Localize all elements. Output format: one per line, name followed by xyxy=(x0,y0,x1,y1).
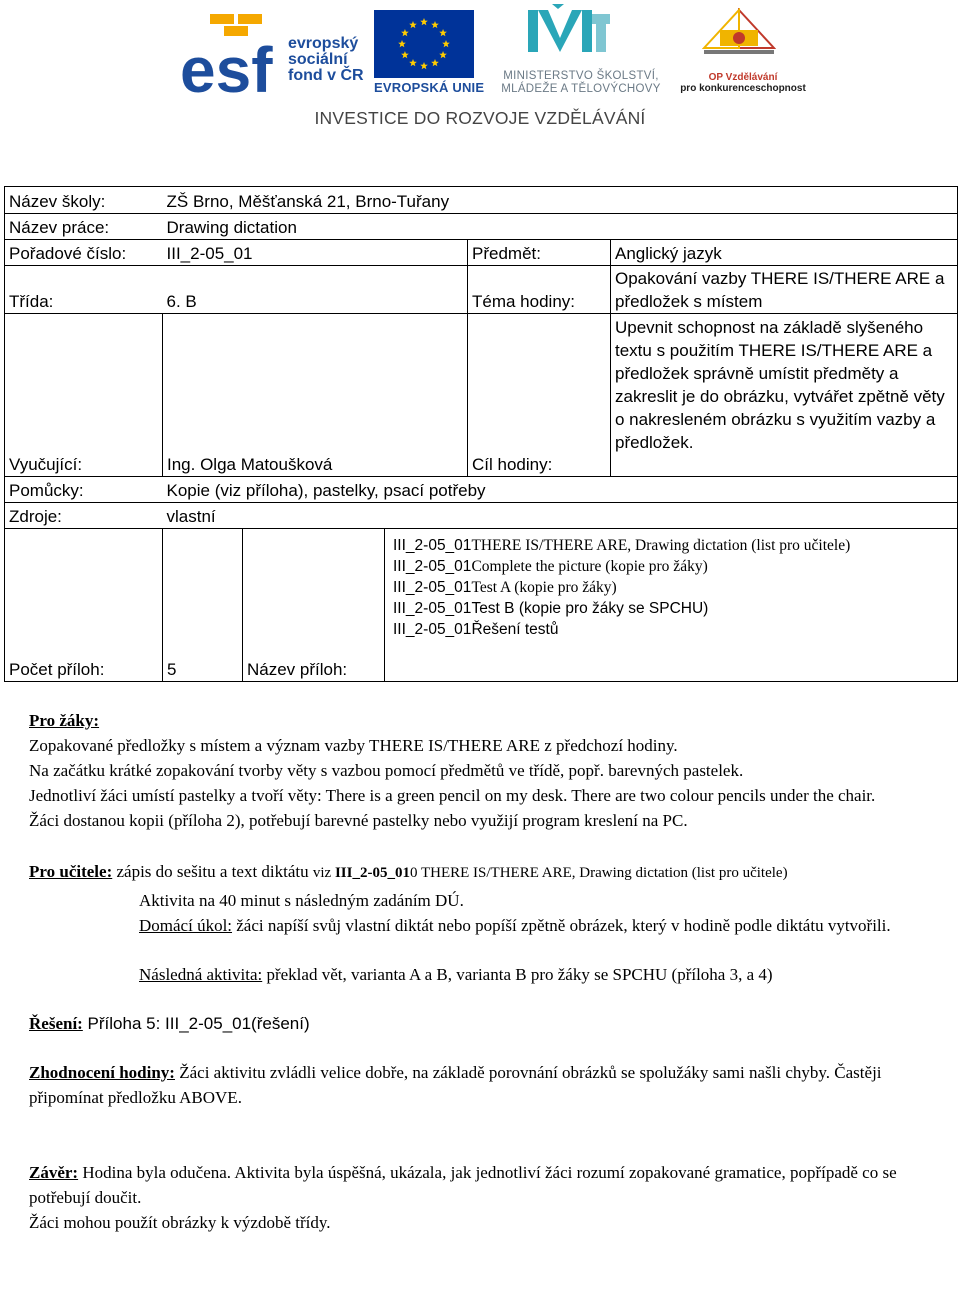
conclusion-paragraph: Závěr: Hodina byla odučena. Aktivita byla úspěšná, ukázala, jak jednotliví žáci rozumí zopakované gramatice, popřípadě co se potřebují doučit. xyxy=(29,1163,897,1207)
solution-paragraph: Řešení: Příloha 5: III_2-05_01(řešení) xyxy=(29,1014,310,1033)
op-caption: OP Vzdělávání pro konkurenceschopnost xyxy=(680,72,806,94)
solution-heading: Řešení: xyxy=(29,1014,83,1033)
teachers-heading: Pro učitele: xyxy=(29,862,113,881)
eu-caption: EVROPSKÁ UNIE xyxy=(374,80,485,95)
subject-label: Předmět: xyxy=(468,240,611,266)
students-line-2: Na začátku krátké zopakování tvorby věty s vazbou pomocí předmětů ve třídě, popř. barevných pastelek. xyxy=(29,761,744,780)
row-sources xyxy=(5,503,958,529)
row-attachments xyxy=(5,529,958,682)
row-work xyxy=(5,214,958,240)
names-label: Název příloh: xyxy=(243,529,385,682)
topic-value: Opakování vazby THERE IS/THERE ARE a předložek s místem xyxy=(611,266,958,314)
work-value: Drawing dictation xyxy=(163,214,958,240)
students-line-1: Zopakované předložky s místem a význam vazby THERE IS/THERE ARE z předchozí hodiny. xyxy=(29,736,678,755)
teachers-paragraph: Pro učitele: zápis do sešitu a text diktátu viz III_2-05_010 THERE IS/THERE ARE, Drawing dictation (list pro učitele) xyxy=(29,862,788,881)
subject-value: Anglický jazyk xyxy=(611,240,958,266)
sources-label: Zdroje: xyxy=(5,503,163,529)
esf-caption: evropský sociální fond v ČR xyxy=(288,35,364,84)
list-item: III_2-05_01Complete the picture (kopie pro žáky) xyxy=(393,558,708,575)
topic-label: Téma hodiny: xyxy=(468,266,611,314)
next-activity-paragraph: Následná aktivita: překlad vět, varianta A a B, varianta B pro žáky se SPCHU (příloha 3, a 4) xyxy=(139,965,773,984)
homework-heading: Domácí úkol: xyxy=(139,916,233,935)
lesson-info-table xyxy=(4,186,958,682)
aids-value: Kopie (viz příloha), pastelky, psací potřeby xyxy=(163,477,958,503)
order-label: Pořadové číslo: xyxy=(5,240,163,266)
aids-label: Pomůcky: xyxy=(5,477,163,503)
conclusion-heading: Závěr: xyxy=(29,1163,79,1182)
investice-caption: INVESTICE DO ROZVOJE VZDĚLÁVÁNÍ xyxy=(314,108,646,128)
sources-value: vlastní xyxy=(163,503,958,529)
list-item: III_2-05_01Test B (kopie pro žáky se SPCHU) xyxy=(393,600,709,617)
work-label: Název práce: xyxy=(5,214,163,240)
row-aids xyxy=(5,477,958,503)
list-item: III_2-05_01Řešení testů xyxy=(393,621,559,638)
evaluation-paragraph: Zhodnocení hodiny: Žáci aktivitu zvládli velice dobře, na základě porovnání obrázků se spolužáky sami našli chyby. Častěji připomínat předložku ABOVE. xyxy=(29,1063,882,1107)
class-value: 6. B xyxy=(163,266,468,314)
op-logo-icon xyxy=(702,8,776,72)
next-activity-heading: Následná aktivita: xyxy=(139,965,263,984)
count-label: Počet příloh: xyxy=(5,529,163,682)
conclusion-last-line: Žáci mohou použít obrázky k výzdobě třídy. xyxy=(29,1213,331,1232)
list-item: III_2-05_01THERE IS/THERE ARE, Drawing dictation (list pro učitele) xyxy=(393,537,851,554)
list-item: III_2-05_01Test A (kopie pro žáky) xyxy=(393,579,617,596)
homework-paragraph: Domácí úkol: žáci napíší svůj vlastní diktát nebo popíší zpětně obrázek, který v hodině podle diktátu vytvořili. xyxy=(139,916,891,935)
activity-line: Aktivita na 40 minut s následným zadáním DÚ. xyxy=(139,891,464,910)
msmt-caption: MINISTERSTVO ŠKOLSTVÍ, MLÁDEŽE A TĚLOVÝCHOVY xyxy=(501,70,661,95)
msmt-logo-icon xyxy=(526,4,612,66)
eu-flag-icon xyxy=(374,10,474,78)
order-value: III_2-05_01 xyxy=(163,240,468,266)
row-teacher xyxy=(5,314,958,477)
attachments-list xyxy=(385,529,958,682)
count-value: 5 xyxy=(163,529,243,682)
goal-value: Upevnit schopnost na základě slyšeného textu s použitím THERE IS/THERE ARE a předložek správně umístit předměty a zakreslit je do obrázku, vytvářet zpětně věty o nakresleném obrázku s využitím vazby a předložek. xyxy=(611,314,958,477)
row-school xyxy=(5,187,958,214)
school-label: Název školy: xyxy=(5,187,163,214)
teacher-label: Vyučující: xyxy=(5,314,163,477)
goal-label: Cíl hodiny: xyxy=(468,314,611,477)
evaluation-heading: Zhodnocení hodiny: xyxy=(29,1063,175,1082)
teacher-value: Ing. Olga Matoušková xyxy=(163,314,468,477)
esf-wordmark: esf xyxy=(180,34,273,98)
row-order xyxy=(5,240,958,266)
students-line-4: Žáci dostanou kopii (příloha 2), potřebují barevné pastelky nebo využijí program kreslení na PC. xyxy=(29,811,688,830)
class-label: Třída: xyxy=(5,266,163,314)
logo-header xyxy=(0,0,960,140)
students-heading: Pro žáky: xyxy=(29,711,100,730)
row-class xyxy=(5,266,958,314)
esf-logo-icon xyxy=(180,10,280,98)
students-line-3: Jednotliví žáci umístí pastelky a tvoří věty: There is a green pencil on my desk. There are two colour pencils under the chair. xyxy=(29,786,876,805)
lesson-notes xyxy=(29,708,955,1235)
school-value: ZŠ Brno, Měšťanská 21, Brno-Tuřany xyxy=(163,187,958,214)
